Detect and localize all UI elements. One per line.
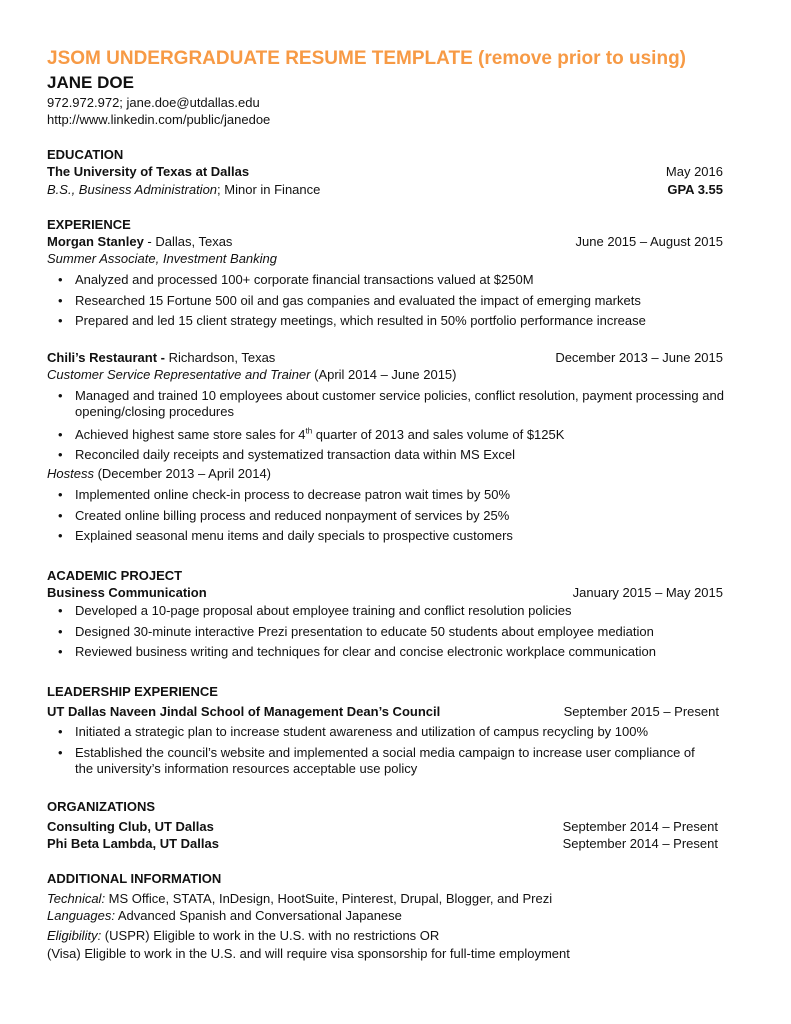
eligibility-visa: (Visa) Eligible to work in the U.S. and will require visa sponsorship for full-time employment — [47, 946, 570, 961]
org-dates: September 2014 – Present — [562, 836, 718, 851]
list-item: • Created online billing process and reduced nonpayment of services by 25% — [58, 508, 708, 524]
job1-header — [47, 234, 232, 250]
contact-line-1: 972.972.972; jane.doe@utdallas.edu — [47, 95, 260, 110]
languages-label: Languages: — [47, 908, 115, 923]
technical-label: Technical: — [47, 891, 106, 906]
leadership-org: UT Dallas Naveen Jindal School of Management Dean’s Council — [47, 704, 441, 719]
technical-value: MS Office, STATA, InDesign, HootSuite, Pinterest, Drupal, Blogger, and Prezi — [105, 891, 553, 906]
contact-line-2: http://www.linkedin.com/public/janedoe — [47, 112, 271, 127]
job2-role1-dates: (April 2014 – June 2015) — [310, 367, 457, 382]
job2-role1 — [47, 367, 456, 383]
leadership-dates: September 2015 – Present — [563, 704, 719, 719]
eligibility-label: Eligibility: — [47, 928, 102, 943]
list-item: • Managed and trained 10 employees about customer service policies, conflict resolution, payment processing and opening/closing procedures — [58, 388, 708, 420]
list-item: • Prepared and led 15 client strategy meetings, which resulted in 50% portfolio performance increase — [58, 313, 708, 329]
job1-employer: Morgan Stanley — [47, 234, 144, 249]
additional-heading: ADDITIONAL INFORMATION — [47, 871, 222, 886]
job2-location: Richardson, Texas — [164, 350, 276, 365]
leadership-heading: LEADERSHIP EXPERIENCE — [47, 684, 218, 699]
template-banner: JSOM UNDERGRADUATE RESUME TEMPLATE (remove prior to using) — [47, 48, 686, 69]
job2-role2 — [47, 466, 271, 482]
education-gpa: GPA 3.55 — [667, 182, 723, 197]
candidate-name: JANE DOE — [47, 73, 134, 92]
list-item: • Explained seasonal menu items and daily specials to prospective customers — [58, 528, 708, 544]
languages — [47, 908, 402, 924]
education-date: May 2016 — [665, 164, 723, 179]
eligibility-value: (USPR) Eligible to work in the U.S. with no restrictions OR — [101, 928, 440, 943]
list-item: • Designed 30-minute interactive Prezi presentation to educate 50 students about employee mediation — [58, 624, 708, 640]
education-school: The University of Texas at Dallas — [47, 164, 250, 179]
degree-minor: ; Minor in Finance — [217, 182, 321, 197]
list-item: • Analyzed and processed 100+ corporate financial transactions valued at $250M — [58, 272, 708, 288]
job2-dates: December 2013 – June 2015 — [555, 350, 723, 365]
job2-header — [47, 350, 275, 366]
list-item: • Reconciled daily receipts and systematized transaction data within MS Excel — [58, 447, 708, 463]
list-item: • Established the council’s website and implemented a social media campaign to increase user compliance of the university’s information resources acceptable use policy — [58, 745, 698, 777]
academic-heading: ACADEMIC PROJECT — [47, 568, 183, 583]
list-item: • Initiated a strategic plan to increase student awareness and utilization of campus recycling by 100% — [58, 724, 708, 740]
list-item: • Implemented online check-in process to decrease patron wait times by 50% — [58, 487, 708, 503]
academic-title: Business Communication — [47, 585, 207, 600]
list-item: • Developed a 10-page proposal about employee training and conflict resolution policies — [58, 603, 708, 619]
job1-location: - Dallas, Texas — [143, 234, 233, 249]
technical-skills — [47, 891, 552, 907]
academic-dates: January 2015 – May 2015 — [572, 585, 723, 600]
job1-dates: June 2015 – August 2015 — [575, 234, 723, 249]
education-degree — [47, 182, 320, 198]
org-dates: September 2014 – Present — [562, 819, 718, 834]
list-item: • Researched 15 Fortune 500 oil and gas companies and evaluated the impact of emerging markets — [58, 293, 708, 309]
job2-role1-title: Customer Service Representative and Trainer — [47, 367, 311, 382]
experience-heading: EXPERIENCE — [47, 217, 131, 232]
eligibility — [47, 928, 439, 944]
job2-role2-dates: (December 2013 – April 2014) — [93, 466, 272, 481]
org-name: Consulting Club, UT Dallas — [47, 819, 214, 834]
job2-employer: Chili’s Restaurant - — [47, 350, 165, 365]
languages-value: Advanced Spanish and Conversational Japanese — [114, 908, 402, 923]
org-name: Phi Beta Lambda, UT Dallas — [47, 836, 219, 851]
organizations-heading: ORGANIZATIONS — [47, 799, 156, 814]
job1-title: Summer Associate, Investment Banking — [47, 251, 278, 266]
education-heading: EDUCATION — [47, 147, 124, 162]
list-item: • Achieved highest same store sales for 4th quarter of 2013 and sales volume of $125K — [58, 427, 708, 443]
degree-name: B.S., Business Administration — [47, 182, 218, 197]
job2-role2-title: Hostess — [47, 466, 94, 481]
list-item: • Reviewed business writing and techniques for clear and concise electronic workplace communication — [58, 644, 708, 660]
